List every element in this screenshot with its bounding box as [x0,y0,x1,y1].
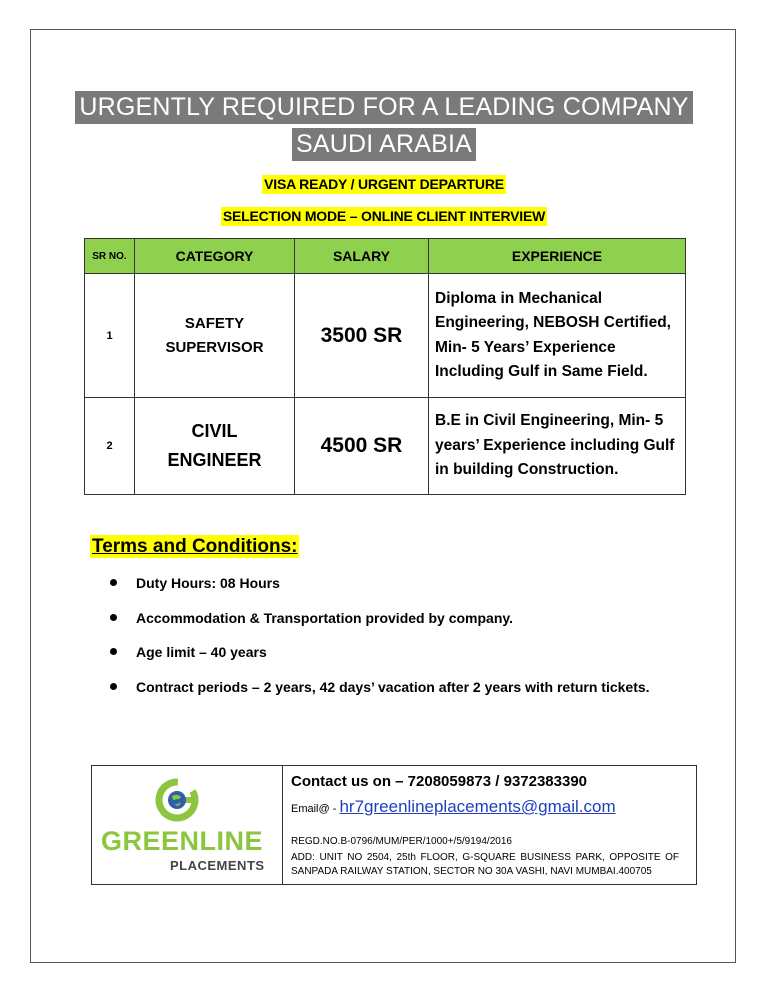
email-link[interactable]: hr7greenlineplacements@gmail.com [339,797,616,816]
subtitle-selection [0,207,768,226]
subtitle-selection-text: SELECTION MODE – ONLINE CLIENT INTERVIEW [222,208,546,224]
email-row [291,797,616,817]
title-line-2-wrap [0,128,768,161]
bullet-icon [110,614,117,621]
contact-box [91,765,697,885]
list-item: Accommodation & Transportation provided by company. [136,607,716,629]
title-line-2: SAUDI ARABIA [292,128,476,161]
email-label: Email@ - [291,803,337,815]
bullet-icon [110,579,117,586]
row-sr: 1 [85,274,135,398]
greenline-logo [92,766,283,884]
contact-phone: Contact us on – 7208059873 / 9372383390 [291,773,588,790]
bullet-icon [110,648,117,655]
header-sr: SR NO. [85,239,135,274]
terms-title: Terms and Conditions: [92,536,298,557]
table-row [85,398,686,495]
list-item: Duty Hours: 08 Hours [136,572,716,594]
row-sr: 2 [85,398,135,495]
table-header-row [85,239,686,274]
row-category: SAFETY SUPERVISOR [135,274,295,398]
bullet-icon [110,683,117,690]
subtitle-visa [0,175,768,194]
jobs-table [84,238,686,495]
header-category: CATEGORY [135,239,295,274]
address: ADD: UNIT NO 2504, 25th FLOOR, G-SQUARE BUSINESS PARK, OPPOSITE OF SANPADA RAILWAY STATION, SECTOR NO 30A VASHI, NAVI MUMBAI.400705 [291,852,679,877]
list-item: Contract periods – 2 years, 42 days’ vacation after 2 years with return tickets. [136,676,716,698]
subtitle-visa-text: VISA READY / URGENT DEPARTURE [264,176,504,192]
title-line-1: URGENTLY REQUIRED FOR A LEADING COMPANY [75,91,692,124]
row-experience: Diploma in Mechanical Engineering, NEBOSH Certified, Min- 5 Years’ Experience Including Gulf in Same Field. [429,274,686,398]
row-category: CIVIL ENGINEER [135,398,295,495]
registration-number: REGD.NO.B-0796/MUM/PER/1000+/5/9194/2016 [291,836,512,847]
logo-sub: PLACEMENTS [170,858,265,873]
list-item: Age limit – 40 years [136,641,716,663]
logo-name: GREENLINE [101,826,264,856]
header-salary: SALARY [295,239,429,274]
terms-list [92,572,716,710]
row-salary: 4500 SR [295,398,429,495]
title-line-1-wrap [0,91,768,124]
row-salary: 3500 SR [295,274,429,398]
table-row [85,274,686,398]
header-experience: EXPERIENCE [429,239,686,274]
row-experience: B.E in Civil Engineering, Min- 5 years’ Experience including Gulf in building Construction. [429,398,686,495]
